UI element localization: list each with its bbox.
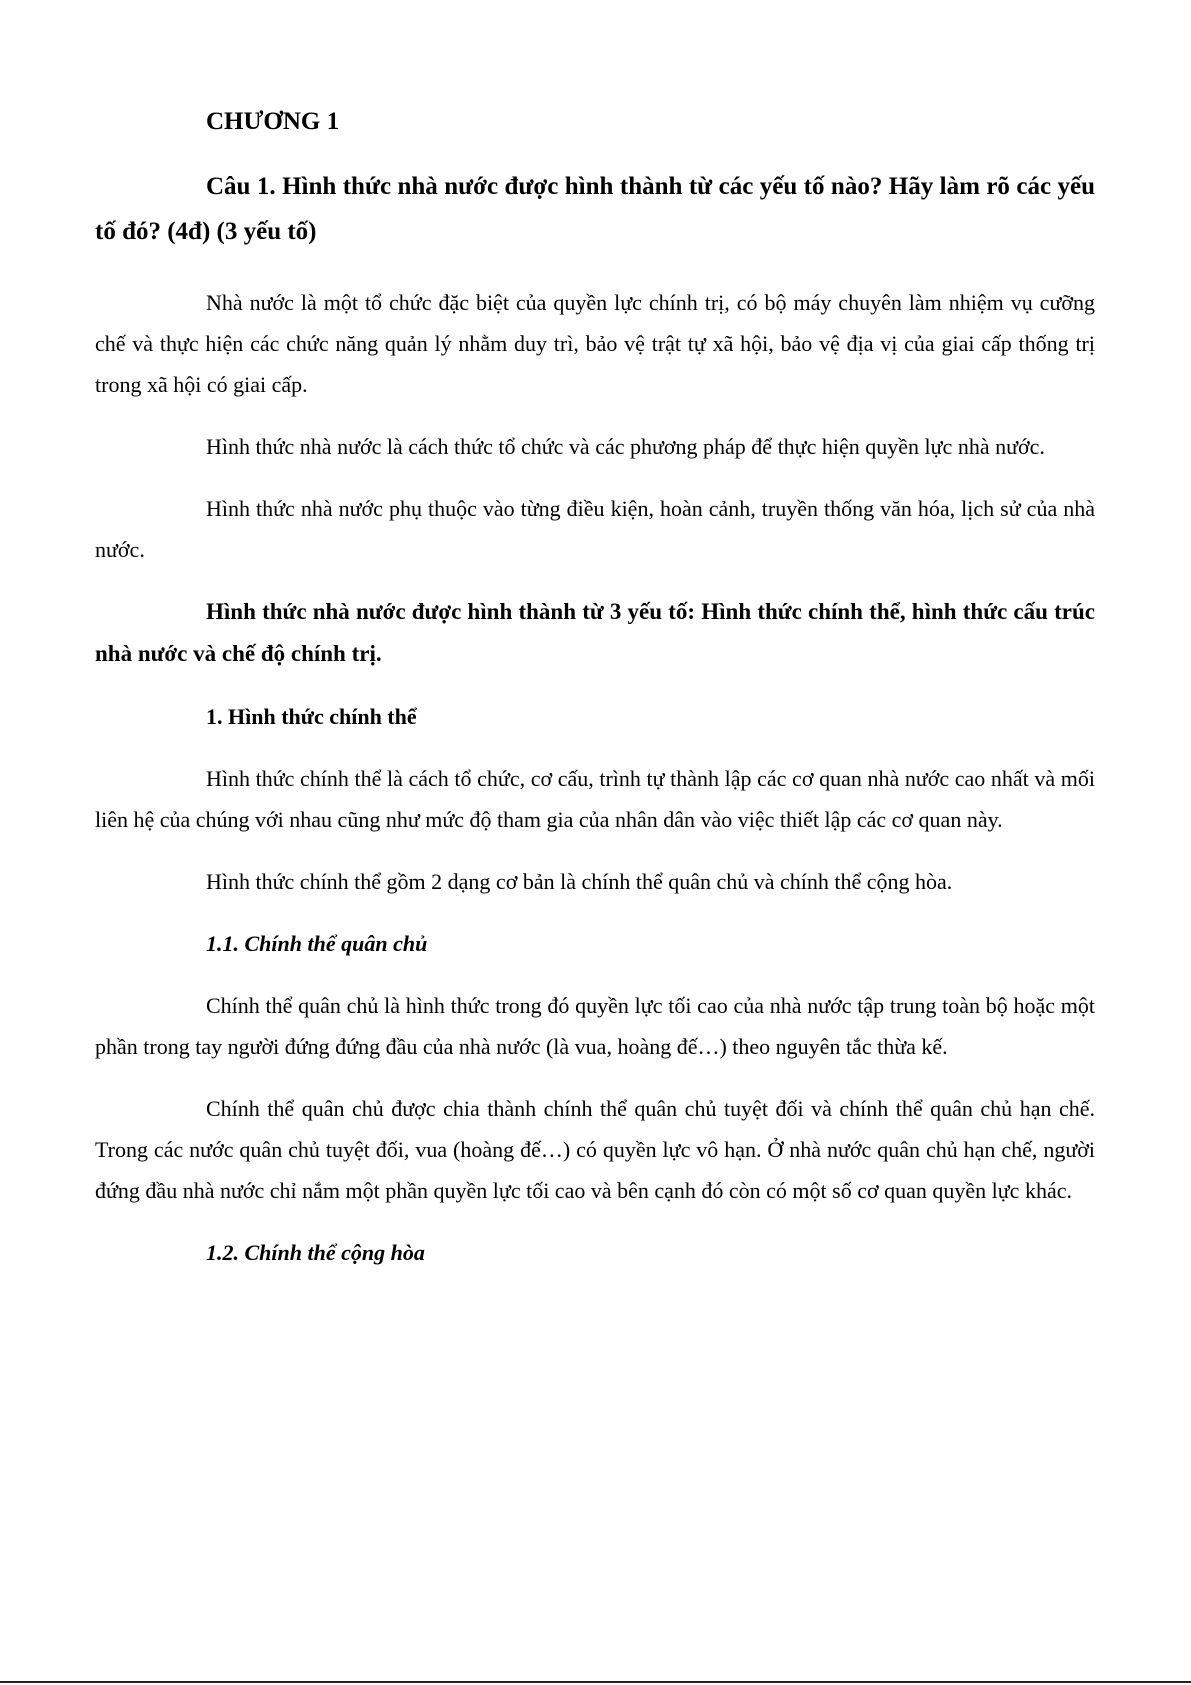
page-bottom-divider — [0, 1681, 1191, 1683]
document-body — [95, 100, 1095, 1294]
paragraph: Chính thể quân chủ là hình thức trong đó quyền lực tối cao của nhà nước tập trung toàn bộ hoặc một phần trong tay người đứng đứng đầu của nhà nước (là vua, hoàng đế…) theo nguyên tắc thừa kế. — [95, 993, 1095, 1059]
paragraph: Hình thức chính thể gồm 2 dạng cơ bản là chính thể quân chủ và chính thể cộng hòa. — [206, 869, 953, 894]
summary-statement: Hình thức nhà nước được hình thành từ 3 yếu tố: Hình thức chính thể, hình thức cấu trúc nhà nước và chế độ chính trị. — [95, 599, 1095, 666]
paragraph: Hình thức nhà nước là cách thức tổ chức và các phương pháp để thực hiện quyền lực nhà nước. — [206, 434, 1045, 459]
paragraph: Nhà nước là một tổ chức đặc biệt của quyền lực chính trị, có bộ máy chuyên làm nhiệm vụ cưỡng chế và thực hiện các chức năng quản lý nhằm duy trì, bảo vệ trật tự xã hội, bảo vệ địa vị của giai cấp thống trị trong xã hội có giai cấp. — [95, 290, 1095, 397]
paragraph: Hình thức nhà nước phụ thuộc vào từng điều kiện, hoàn cảnh, truyền thống văn hóa, lịch sử của nhà nước. — [95, 496, 1095, 562]
subsection-heading: 1.2. Chính thể cộng hòa — [206, 1240, 425, 1265]
chapter-title: CHƯƠNG 1 — [206, 108, 340, 135]
subsection-heading: 1.1. Chính thể quân chủ — [206, 931, 428, 956]
paragraph: Chính thể quân chủ được chia thành chính thể quân chủ tuyệt đối và chính thể quân chủ hạn chế. Trong các nước quân chủ tuyệt đối, vua (hoàng đế…) có quyền lực vô hạn. Ở nhà nước quân chủ hạn chế, người đứng đầu nhà nước chỉ nắm một phần quyền lực tối cao và bên cạnh đó còn có một số cơ quan quyền lực khác. — [95, 1096, 1095, 1203]
section-heading: 1. Hình thức chính thể — [206, 704, 417, 729]
paragraph: Hình thức chính thể là cách tổ chức, cơ cấu, trình tự thành lập các cơ quan nhà nước cao nhất và mối liên hệ của chúng với nhau cũng như mức độ tham gia của nhân dân vào việc thiết lập các cơ quan này. — [95, 766, 1095, 832]
question-heading: Câu 1. Hình thức nhà nước được hình thành từ các yếu tố nào? Hãy làm rõ các yếu tố đó? (4đ) (3 yếu tố) — [95, 173, 1095, 245]
